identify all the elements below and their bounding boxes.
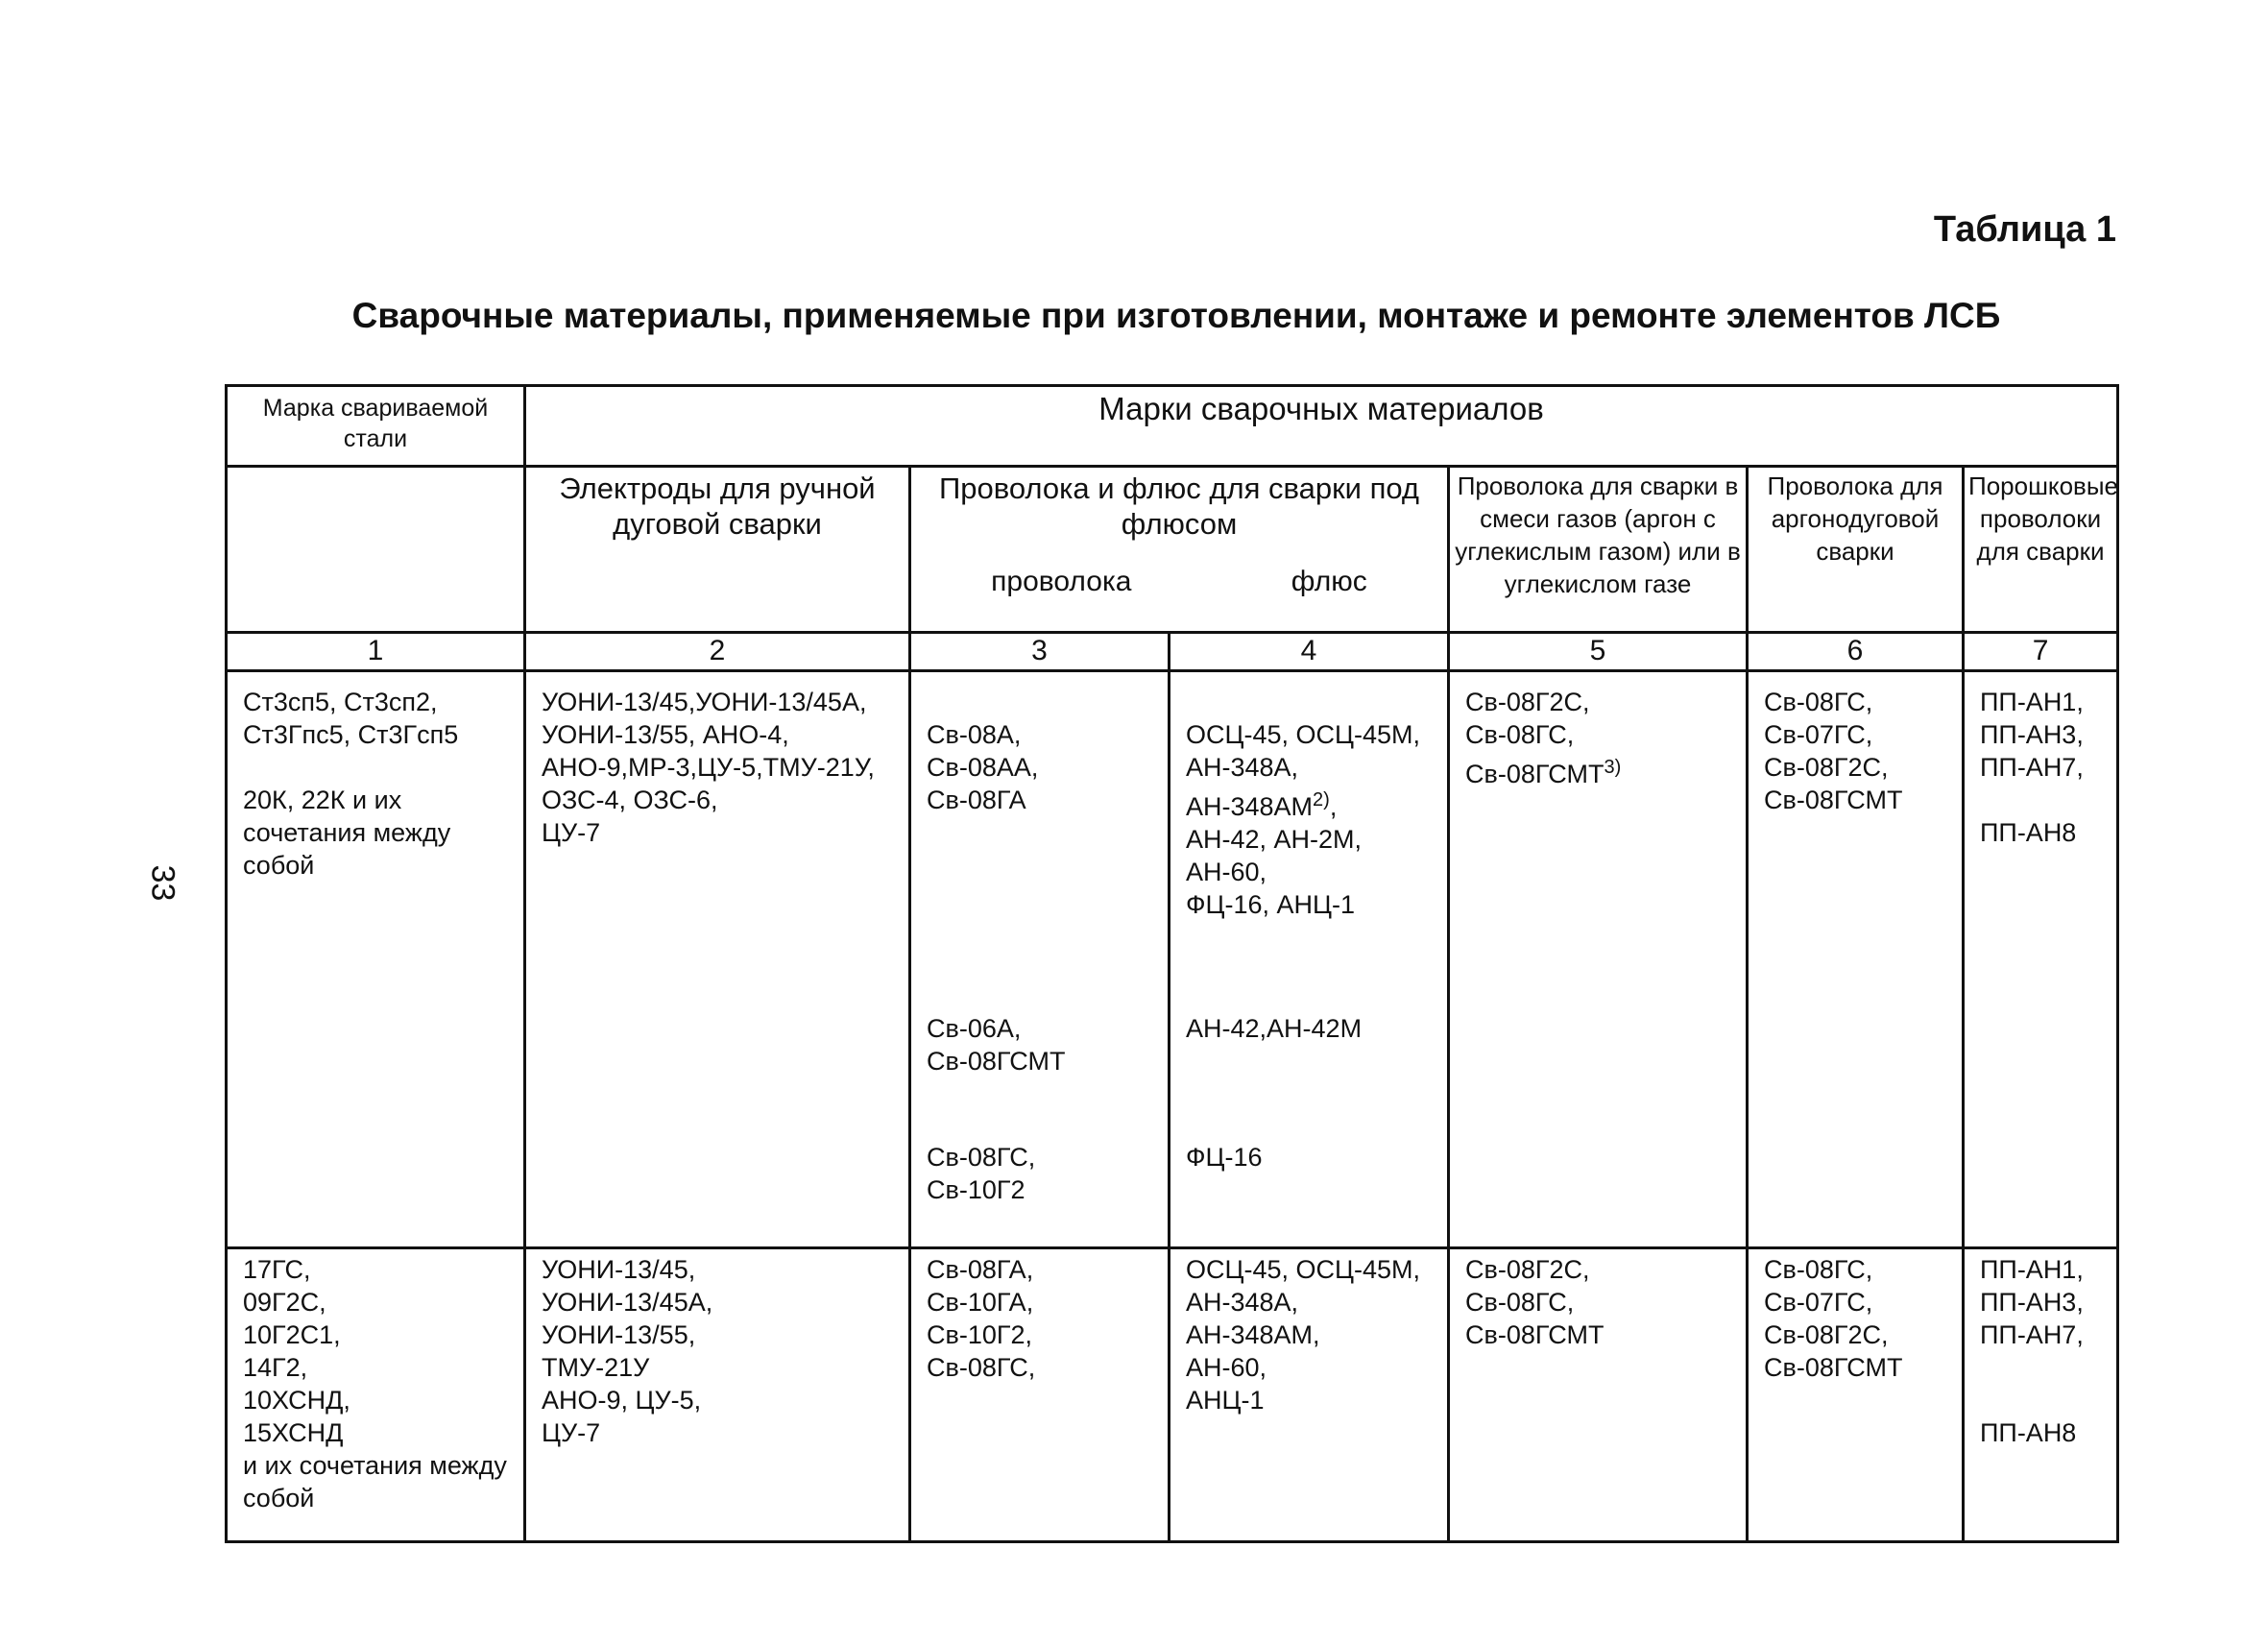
header-wire: проволока bbox=[991, 566, 1132, 597]
cell-powder: ПП-АН1, ПП-АН3, ПП-АН7, ПП-АН8 bbox=[1964, 671, 2118, 1248]
cell-flux: ОСЦ-45, ОСЦ-45М, АН-348А, АН-348АМ, АН-60, АНЦ-1 bbox=[1170, 1248, 1449, 1542]
footnote-mark: 3) bbox=[1604, 757, 1622, 778]
header-steel: Марка свариваемой стали bbox=[227, 386, 525, 467]
table-title: Сварочные материалы, применяемые при изготовлении, монтаже и ремонте элементов ЛСБ bbox=[351, 296, 2001, 335]
table-row bbox=[227, 671, 2118, 1248]
table-row bbox=[227, 1248, 2118, 1542]
col-num: 7 bbox=[1964, 633, 2118, 671]
page-number: 33 bbox=[144, 864, 181, 902]
welding-materials-table bbox=[225, 384, 2119, 1543]
header-powder: Порошковые проволоки для сварки bbox=[1964, 467, 2118, 633]
wire-group-c: Св-08ГС, Св-10Г2 bbox=[927, 1143, 1036, 1204]
header-row-1 bbox=[227, 386, 2118, 467]
cell-argon: Св-08ГС, Св-07ГС, Св-08Г2С, Св-08ГСМТ bbox=[1748, 671, 1964, 1248]
flux-text-rest: , АН-42, АН-2М, АН-60, ФЦ-16, АНЦ-1 bbox=[1186, 792, 1363, 919]
gas-text: Св-08Г2С, Св-08ГС, Св-08ГСМТ bbox=[1465, 688, 1604, 788]
cell-flux bbox=[1170, 671, 1449, 1248]
header-argon: Проволока для аргонодуговой сварки bbox=[1748, 467, 1964, 633]
col-num: 1 bbox=[227, 633, 525, 671]
header-row-2 bbox=[227, 467, 2118, 633]
col-num: 4 bbox=[1170, 633, 1449, 671]
cell-electrodes: УОНИ-13/45, УОНИ-13/45А, УОНИ-13/55, ТМУ-21У АНО-9, ЦУ-5, ЦУ-7 bbox=[525, 1248, 910, 1542]
col-num: 5 bbox=[1449, 633, 1748, 671]
cell-wire: Св-08ГА, Св-10ГА, Св-10Г2, Св-08ГС, bbox=[910, 1248, 1170, 1542]
header-gas-mix: Проволока для сварки в смеси газов (аргон с углекислым газом) или в углекислом газе bbox=[1449, 467, 1748, 633]
cell-gas-mix bbox=[1449, 671, 1748, 1248]
footnote-mark: 2) bbox=[1313, 789, 1330, 810]
cell-gas-mix: Св-08Г2С, Св-08ГС, Св-08ГСМТ bbox=[1449, 1248, 1748, 1542]
cell-steel: Ст3сп5, Ст3сп2, Ст3Гпс5, Ст3Гсп5 20К, 22К и их сочетания между собой bbox=[227, 671, 525, 1248]
col-num: 3 bbox=[910, 633, 1170, 671]
cell-steel: 17ГС, 09Г2С, 10Г2С1, 14Г2, 10ХСНД, 15ХСНД и их сочетания между собой bbox=[227, 1248, 525, 1542]
cell-electrodes: УОНИ-13/45,УОНИ-13/45А, УОНИ-13/55, АНО-4, АНО-9,МР-3,ЦУ-5,ТМУ-21У, ОЗС-4, ОЗС-6, ЦУ-7 bbox=[525, 671, 910, 1248]
header-submerged-title: Проволока и флюс для сварки под флюсом bbox=[938, 472, 1420, 541]
cell-argon: Св-08ГС, Св-07ГС, Св-08Г2С, Св-08ГСМТ bbox=[1748, 1248, 1964, 1542]
table-label: Таблица 1 bbox=[1933, 209, 2116, 250]
column-number-row bbox=[227, 633, 2118, 671]
flux-text: ОСЦ-45, ОСЦ-45М, АН-348А, АН-348АМ bbox=[1186, 720, 1420, 821]
header-group: Марки сварочных материалов bbox=[525, 386, 2118, 467]
col-num: 6 bbox=[1748, 633, 1964, 671]
flux-group-a bbox=[1186, 718, 1436, 980]
header-flux: флюс bbox=[1291, 566, 1367, 597]
wire-group-a: Св-08А, Св-08АА, Св-08ГА bbox=[927, 720, 1039, 814]
header-electrodes: Электроды для ручной дуговой сварки bbox=[525, 467, 910, 633]
header-submerged bbox=[910, 467, 1449, 633]
flux-group-c: ФЦ-16 bbox=[1186, 1143, 1263, 1172]
header-steel-blank bbox=[227, 467, 525, 633]
col-num: 2 bbox=[525, 633, 910, 671]
wire-group-b: Св-06А, Св-08ГСМТ bbox=[927, 1014, 1066, 1076]
flux-group-b: АН-42,АН-42М bbox=[1186, 1014, 1363, 1043]
cell-powder: ПП-АН1, ПП-АН3, ПП-АН7, ПП-АН8 bbox=[1964, 1248, 2118, 1542]
cell-wire bbox=[910, 671, 1170, 1248]
